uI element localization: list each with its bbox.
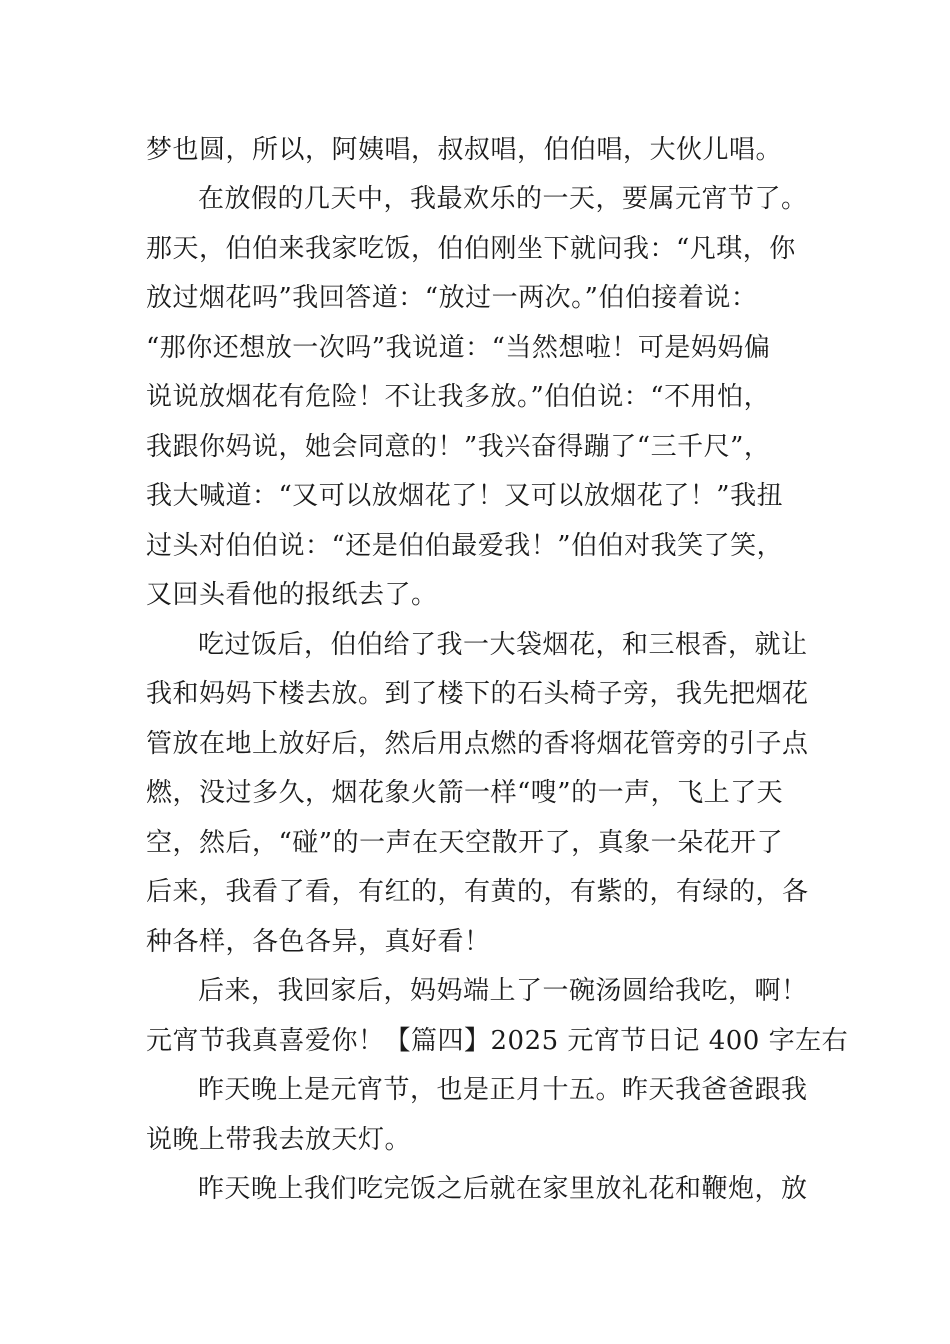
text-line: 空，然后，“碰”的一声在天空散开了，真象一朵花开了 (146, 828, 784, 858)
paragraph-start: 昨天晚上我们吃完饭之后就在家里放礼花和鞭炮，放 (198, 1174, 808, 1204)
text-line: 说晚上带我去放天灯。 (146, 1125, 412, 1155)
text-line: 我大喊道：“又可以放烟花了！又可以放烟花了！”我扭 (146, 481, 784, 511)
paragraph-start: 昨天晚上是元宵节，也是正月十五。昨天我爸爸跟我 (198, 1075, 808, 1105)
text-line: 梦也圆，所以，阿姨唱，叔叔唱，伯伯唱，大伙儿唱。 (146, 135, 783, 165)
text-line: “那你还想放一次吗”我说道：“当然想啦！可是妈妈偏 (146, 333, 771, 363)
text-line: 我跟你妈说，她会同意的！”我兴奋得蹦了“三千尺”， (146, 432, 771, 462)
text-line: 燃，没过多久，烟花象火箭一样“嗖”的一声，飞上了天 (146, 778, 784, 808)
text-line: 我和妈妈下楼去放。到了楼下的石头椅子旁，我先把烟花 (146, 679, 809, 709)
text-line: 那天，伯伯来我家吃饭，伯伯刚坐下就问我：“凡琪，你 (146, 234, 796, 264)
text-line: 种各样，各色各异，真好看！ (146, 927, 491, 957)
text-line: 过头对伯伯说：“还是伯伯最爱我！”伯伯对我笑了笑， (146, 531, 784, 561)
text-line: 管放在地上放好后，然后用点燃的香将烟花管旁的引子点 (146, 729, 809, 759)
text-line: 说说放烟花有危险！不让我多放。”伯伯说：“不用怕， (146, 382, 771, 412)
paragraph-start: 后来，我回家后，妈妈端上了一碗汤圆给我吃，啊！ (198, 976, 808, 1006)
text-line: 后来，我看了看，有红的，有黄的，有紫的，有绿的，各 (146, 877, 809, 907)
text-line: 放过烟花吗”我回答道：“放过一两次。”伯伯接着说： (146, 283, 758, 313)
section-heading-line: 元宵节我真喜爱你！【篇四】2025 元宵节日记 400 字左右 (146, 1026, 849, 1056)
paragraph-start: 吃过饭后，伯伯给了我一大袋烟花，和三根香，就让 (198, 630, 808, 660)
text-line: 又回头看他的报纸去了。 (146, 580, 438, 610)
paragraph-start: 在放假的几天中，我最欢乐的一天，要属元宵节了。 (198, 184, 808, 214)
